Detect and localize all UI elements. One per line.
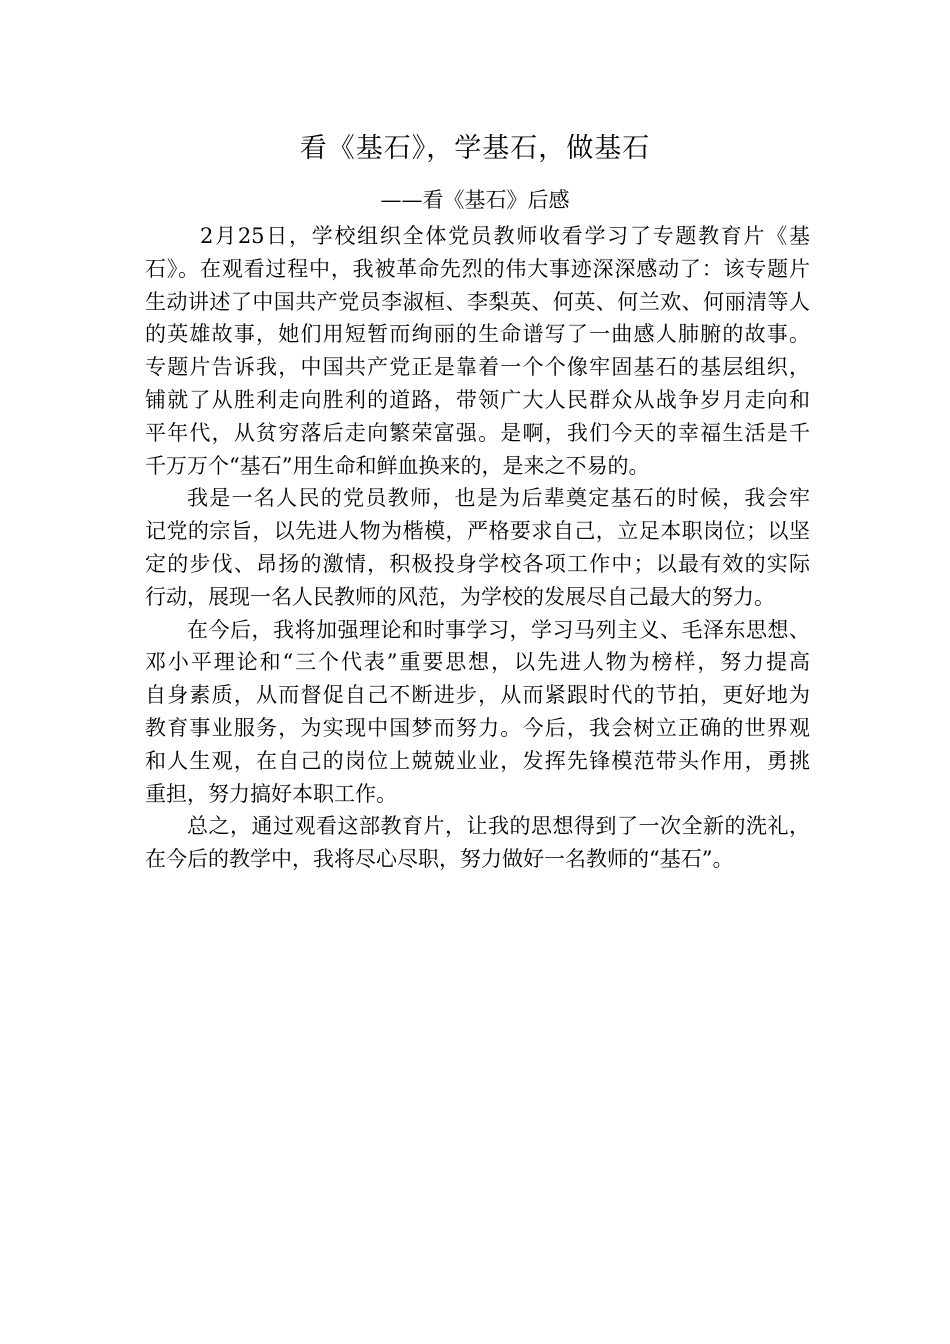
paragraph-line: 定的步伐、昂扬的激情，积极投身学校各项工作中；以最有效的实际 — [145, 551, 810, 576]
paragraph-line: 千万万个“基石”用生命和鲜血换来的，是来之不易的。 — [145, 453, 650, 478]
document-body — [145, 220, 810, 876]
paragraph-line: 重担，努力搞好本职工作。 — [145, 781, 397, 806]
paragraph-line: 自身素质，从而督促自己不断进步，从而紧跟时代的节拍，更好地为 — [145, 683, 810, 708]
paragraph-3 — [145, 614, 810, 811]
paragraph-1 — [145, 220, 810, 482]
paragraph-line: 在今后的教学中，我将尽心尽职，努力做好一名教师的“基石”。 — [145, 847, 734, 872]
paragraph-line: 2月25日，学校组织全体党员教师收看学习了专题教育片《基 — [200, 224, 810, 248]
paragraph-line: 石》。在观看过程中，我被革命先烈的伟大事迹深深感动了：该专题片 — [145, 256, 810, 281]
paragraph-4 — [145, 810, 810, 876]
paragraph-line: 教育事业服务，为实现中国梦而努力。今后，我会树立正确的世界观 — [145, 715, 810, 740]
paragraph-line: 和人生观，在自己的岗位上兢兢业业，发挥先锋模范带头作用，勇挑 — [145, 748, 810, 773]
paragraph-2 — [145, 482, 810, 613]
paragraph-line: 总之，通过观看这部教育片，让我的思想得到了一次全新的洗礼， — [187, 814, 810, 839]
paragraph-line: 在今后，我将加强理论和时事学习，学习马列主义、毛泽东思想、 — [187, 617, 810, 642]
paragraph-line: 铺就了从胜利走向胜利的道路，带领广大人民群众从战争岁月走向和 — [145, 387, 810, 412]
document-subtitle: ——看《基石》后感 — [380, 188, 570, 212]
paragraph-line: 行动，展现一名人民教师的风范，为学校的发展尽自己最大的努力。 — [145, 584, 775, 609]
paragraph-line: 的英雄故事，她们用短暂而绚丽的生命谱写了一曲感人肺腑的故事。 — [145, 322, 810, 347]
paragraph-line: 记党的宗旨，以先进人物为楷模，严格要求自己，立足本职岗位；以坚 — [145, 519, 810, 544]
paragraph-line: 生动讲述了中国共产党员李淑桓、李梨英、何英、何兰欢、何丽清等人 — [145, 289, 810, 314]
paragraph-line: 邓小平理论和“三个代表”重要思想，以先进人物为榜样，努力提高 — [145, 650, 810, 675]
paragraph-line: 专题片告诉我，中国共产党正是靠着一个个像牢固基石的基层组织， — [145, 355, 810, 380]
paragraph-line: 我是一名人民的党员教师，也是为后辈奠定基石的时候，我会牢 — [187, 486, 810, 511]
document-title: 看《基石》，学基石，做基石 — [299, 133, 651, 164]
paragraph-line: 平年代，从贫穷落后走向繁荣富强。是啊，我们今天的幸福生活是千 — [145, 420, 810, 445]
